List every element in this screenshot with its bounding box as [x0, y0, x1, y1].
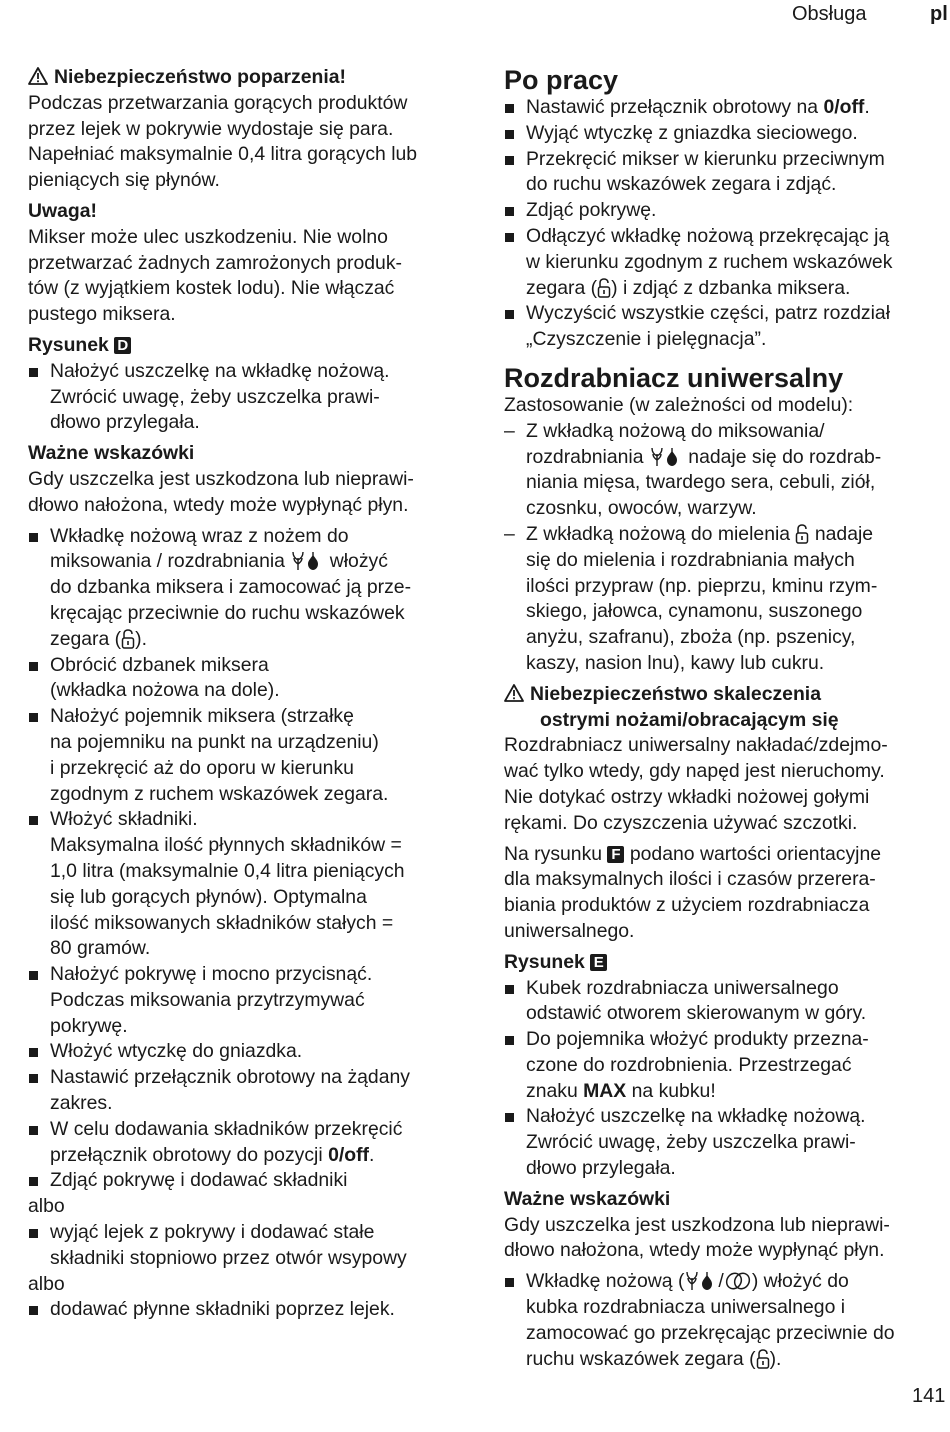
- text-line: do dzbanka miksera i zamocować ją prze-: [50, 576, 412, 599]
- list-item: [28, 653, 473, 705]
- text-line: Nałożyć pojemnik miksera (strzałkę: [50, 705, 354, 728]
- important-notes-text: [28, 467, 473, 519]
- grind-disc-icon: [724, 1271, 752, 1291]
- text-line: ).: [769, 1347, 782, 1370]
- text-line: wyjąć lejek z pokrywy i dodawać stałe: [50, 1221, 375, 1244]
- text-line: Obrócić dzbanek miksera: [50, 653, 269, 676]
- text-line: miksowania / rozdrabniania: [50, 550, 285, 573]
- text-line: Z wkładką nożową do miksowania/: [526, 419, 825, 442]
- cut-warning-title-text: Niebezpieczeństwo skaleczenia: [530, 682, 821, 705]
- lock-open-icon: [756, 1349, 770, 1369]
- text-line: rozdrabniania: [526, 445, 644, 468]
- text-line: tów (z wyjątkiem kostek lodu). Nie włączać: [28, 277, 395, 300]
- list-item: [28, 1065, 473, 1117]
- usage-intro: Zastosowanie (w zależności od modelu):: [504, 393, 854, 416]
- figure-e-label: [504, 950, 949, 976]
- text-line: (wkładka nożowa na dole).: [50, 679, 280, 702]
- lock-open-icon: [597, 278, 611, 298]
- off-position-label: 0/off: [823, 96, 865, 118]
- text-line: włożyć: [329, 550, 388, 573]
- text-line: Podczas przetwarzania gorących produktów: [28, 91, 408, 114]
- text-line: wać tylko wtedy, gdy napęd jest nieruchomy.: [504, 760, 885, 783]
- text-line: czone do rozdrobnienia. Przestrzegać: [526, 1053, 852, 1076]
- text-line: Do pojemnika włożyć produkty przezna-: [526, 1028, 869, 1051]
- list-item: [504, 121, 949, 147]
- caution-title: Uwaga!: [28, 199, 97, 222]
- header-section: Obsługa: [792, 3, 867, 25]
- text-line: niania mięsa, twardego sera, cebuli, ziół,: [526, 471, 876, 494]
- blade-plant-onion-icon: [649, 445, 683, 467]
- text-line: nadaje się do rozdrab-: [688, 445, 882, 468]
- list-item: [28, 704, 473, 807]
- text-line: i przekręcić aż do oporu w kierunku: [50, 756, 354, 779]
- text-line: Wkładkę nożową wraz z nożem do: [50, 524, 349, 547]
- text-line: Gdy uszczelka jest uszkodzona lub nieprawi-: [504, 1213, 890, 1236]
- text-line: czosnku, owoców, warzyw.: [526, 497, 757, 520]
- text-line: zegara (: [50, 627, 122, 650]
- or-text: albo: [28, 1272, 65, 1295]
- blade-plant-onion-icon: [290, 549, 324, 571]
- text-line: Przekręcić mikser w kierunku przeciwnym: [526, 147, 885, 170]
- list-item: [504, 1269, 949, 1372]
- figure-f-reference: [504, 842, 949, 945]
- text-line: ilość miksowanych składników stałych =: [50, 911, 394, 934]
- text-line: „Czyszczenie i pielęgnacja”.: [526, 328, 767, 351]
- text-line: do ruchu wskazówek zegara i zdjąć.: [526, 173, 837, 196]
- burn-warning-title: [28, 65, 473, 91]
- text-line: ) i zdjąć z dzbanka miksera.: [611, 276, 851, 299]
- text-line: Rozdrabniacz uniwersalny nakładać/zdejmo-: [504, 734, 888, 757]
- list-item: [504, 1104, 949, 1181]
- list-item: [28, 1168, 473, 1194]
- figure-letter-badge: E: [590, 954, 607, 971]
- list-item: [28, 1117, 473, 1169]
- text-line: Nie dotykać ostrzy wkładki nożowej gołymi: [504, 785, 870, 808]
- text-line: zegara (: [526, 276, 598, 299]
- text-line: się do mielenia i rozdrabniania małych: [526, 548, 855, 571]
- text-line: Napełniać maksymalnie 0,4 litra gorących lub: [28, 143, 418, 166]
- text-line: Na rysunku: [504, 842, 603, 865]
- list-item: [504, 147, 949, 199]
- lock-open-icon: [121, 629, 135, 649]
- text-line: zgodnym z ruchem wskazówek zegara.: [50, 782, 389, 805]
- text-line: pokrywę.: [50, 1014, 128, 1037]
- text-line: Odłączyć wkładkę nożową przekręcając ją: [526, 224, 890, 247]
- burn-warning-title-text: Niebezpieczeństwo poparzenia!: [54, 66, 346, 88]
- text-line: Maksymalna ilość płynnych składników =: [50, 834, 402, 857]
- right-column: [504, 63, 949, 1372]
- text-line: ) włożyć do: [751, 1270, 849, 1293]
- off-position-label: 0/off: [328, 1143, 369, 1166]
- text-line: 80 gramów.: [50, 937, 151, 960]
- text-line: pustego miksera.: [28, 303, 176, 326]
- text-line: Zwrócić uwagę, żeby uszczelka prawi-: [50, 385, 380, 408]
- list-item: [504, 1027, 949, 1104]
- list-item: [28, 359, 473, 436]
- text-line: znaku: [526, 1079, 578, 1102]
- list-item: [28, 524, 473, 653]
- lock-open-icon: [795, 524, 809, 544]
- text-line: przełącznik obrotowy do pozycji: [50, 1143, 323, 1166]
- blade-plant-onion-icon: [684, 1269, 718, 1291]
- text-line: 1,0 litra (maksymalnie 0,4 litra pieniących: [50, 859, 405, 882]
- caution-text: [28, 225, 473, 328]
- important-notes-title: Ważne wskazówki: [28, 442, 195, 465]
- text-line: dodawać płynne składniki poprzez lejek.: [50, 1298, 395, 1321]
- or-text: albo: [28, 1195, 65, 1218]
- cut-warning-text: [504, 733, 949, 836]
- text-line: Mikser może ulec uszkodzeniu. Nie wolno: [28, 225, 388, 248]
- list-item: [28, 1297, 473, 1323]
- text-line: podano wartości orientacyjne: [629, 842, 882, 865]
- list-item: [504, 522, 949, 677]
- text-line: ilości przypraw (np. pieprzu, kminu rzym-: [526, 574, 878, 597]
- figure-d-label: [28, 333, 473, 359]
- list-item: [28, 1039, 473, 1065]
- text-line: Kubek rozdrabniacza uniwersalnego: [526, 976, 839, 999]
- after-work-heading: Po pracy: [504, 65, 619, 95]
- text-line: Gdy uszczelka jest uszkodzona lub nieprawi-: [28, 467, 414, 490]
- text-line: anyżu, szafranu), zboża (np. pszenicy,: [526, 626, 856, 649]
- warning-triangle-icon: [28, 67, 48, 85]
- text-line: Włożyć składniki.: [50, 808, 198, 831]
- list-item: [28, 1220, 473, 1272]
- text-line: /: [718, 1270, 724, 1293]
- warning-triangle-icon: [504, 684, 524, 702]
- left-column: [28, 63, 473, 1323]
- text-line: przetwarzać żadnych zamrożonych produk-: [28, 251, 402, 274]
- list-item: [504, 198, 949, 224]
- text-line: Nastawić przełącznik obrotowy na żądany: [50, 1066, 410, 1089]
- text-line: .: [369, 1143, 375, 1166]
- text-line: dłowo przylegała.: [50, 411, 200, 434]
- text-line: kręcając przeciwnie do ruchu wskazówek: [50, 601, 405, 624]
- text-line: Wyjąć wtyczkę z gniazdka sieciowego.: [526, 121, 858, 144]
- text-line: przez lejek w pokrywie wydostaje się para.: [28, 117, 394, 140]
- burn-warning-text: [28, 91, 473, 194]
- text-line: Wyczyścić wszystkie części, patrz rozdział: [526, 302, 891, 325]
- text-line: Wkładkę nożową (: [526, 1270, 685, 1293]
- text-line: odstawić otworem skierowanym w góry.: [526, 1002, 867, 1025]
- cut-warning-title: [504, 682, 949, 734]
- text-line: Zdjąć pokrywę.: [526, 199, 657, 222]
- text-line: w kierunku zgodnym z ruchem wskazówek: [526, 250, 893, 273]
- universal-chopper-heading: Rozdrabniacz uniwersalny: [504, 362, 844, 393]
- text-line: Nastawić przełącznik obrotowy na: [526, 96, 819, 118]
- text-line: Podczas miksowania przytrzymywać: [50, 988, 365, 1011]
- text-line: ruchu wskazówek zegara (: [526, 1347, 756, 1370]
- text-line: na pojemniku na punkt na urządzeniu): [50, 730, 379, 753]
- text-line: dłowo nałożona, wtedy może wypłynąć płyn.: [28, 493, 409, 516]
- max-mark-label: MAX: [583, 1079, 627, 1102]
- text-line: dla maksymalnych ilości i czasów przerera-: [504, 868, 876, 891]
- text-line: kaszy, nasion lnu), kawy lub cukru.: [526, 651, 825, 674]
- list-item: [504, 301, 949, 353]
- list-item: [28, 962, 473, 1039]
- text-line: się lub gorących płynów). Optymalna: [50, 885, 367, 908]
- figure-label-text: Rysunek: [28, 333, 109, 356]
- text-line: Zwrócić uwagę, żeby uszczelka prawi-: [526, 1131, 856, 1154]
- text-line: Nałożyć pokrywę i mocno przycisnąć.: [50, 963, 373, 986]
- list-item: [504, 95, 949, 121]
- text-line: zakres.: [50, 1092, 113, 1115]
- text-line: rękami. Do czyszczenia używać szczotki.: [504, 811, 858, 834]
- text-line: Z wkładką nożową do mielenia: [526, 522, 791, 545]
- figure-label-text: Rysunek: [504, 950, 585, 973]
- text-line: Włożyć wtyczkę do gniazdka.: [50, 1040, 303, 1063]
- text-line: Nałożyć uszczelkę na wkładkę nożową.: [526, 1105, 866, 1128]
- text-line: na kubku!: [631, 1079, 716, 1102]
- important-notes-text: [504, 1213, 949, 1265]
- cut-warning-title-text: ostrymi nożami/obracającym się: [540, 708, 839, 731]
- text-line: ).: [135, 627, 147, 650]
- list-item: [504, 419, 949, 522]
- list-item: [504, 976, 949, 1028]
- figure-letter-badge: D: [114, 337, 131, 354]
- header-language: pl: [930, 3, 948, 25]
- list-item: [28, 807, 473, 962]
- text-line: Nałożyć uszczelkę na wkładkę nożową.: [50, 359, 390, 382]
- figure-letter-badge: F: [607, 846, 624, 863]
- text-line: nadaje: [814, 522, 874, 545]
- text-line: Zdjąć pokrywę i dodawać składniki: [50, 1169, 348, 1192]
- text-line: pieniących się płynów.: [28, 169, 220, 192]
- important-notes-title: Ważne wskazówki: [504, 1187, 671, 1210]
- text-line: kubka rozdrabniacza uniwersalnego i: [526, 1296, 846, 1319]
- list-item: [504, 224, 949, 301]
- text-line: skiego, jałowca, cynamonu, suszonego: [526, 600, 863, 623]
- text-line: .: [864, 96, 870, 118]
- text-line: zamocować go przekręcając przeciwnie do: [526, 1321, 895, 1344]
- text-line: W celu dodawania składników przekręcić: [50, 1117, 403, 1140]
- text-line: dłowo nałożona, wtedy może wypłynąć płyn.: [504, 1239, 885, 1262]
- text-line: składniki stopniowo przez otwór wsypowy: [50, 1246, 407, 1269]
- page-number: 141: [912, 1385, 946, 1407]
- text-line: dłowo przylegała.: [526, 1157, 676, 1180]
- text-line: biania produktów z użyciem rozdrabniacza: [504, 894, 870, 917]
- text-line: uniwersalnego.: [504, 919, 635, 942]
